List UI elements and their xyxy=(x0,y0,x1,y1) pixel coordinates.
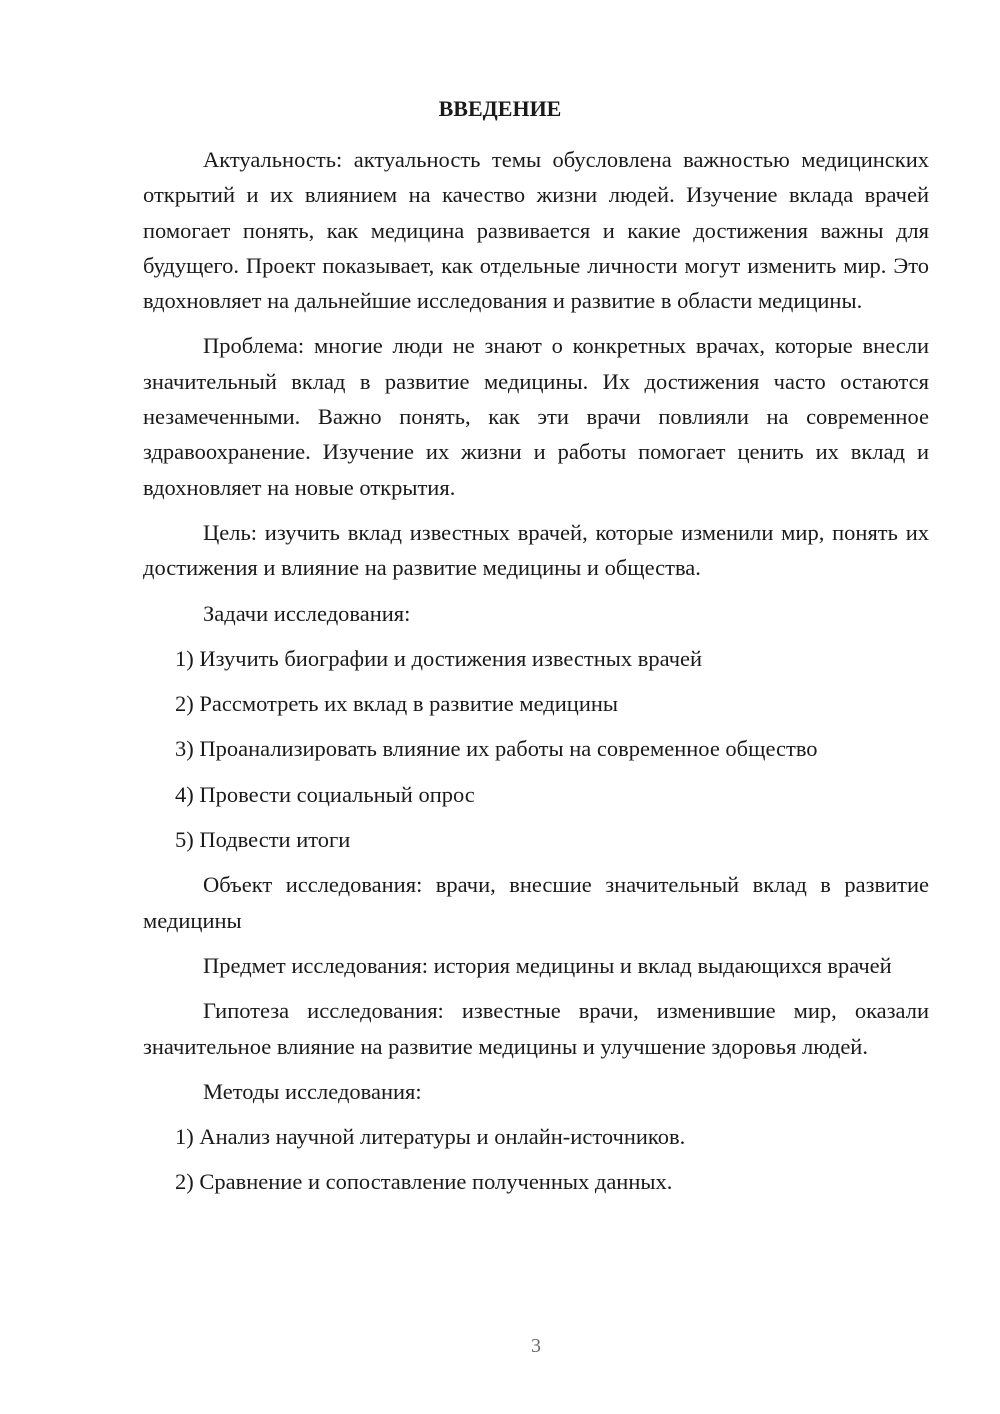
paragraph-subject: Предмет исследования: история медицины и вклад выдающихся врачей xyxy=(203,952,892,978)
task-item-2: 2) Рассмотреть их вклад в развитие медицины xyxy=(175,691,619,717)
task-item-1: 1) Изучить биографии и достижения известных врачей xyxy=(175,645,703,671)
paragraph-problem: Проблема: многие люди не знают о конкретных врачах, которые внесли значительный вклад в развитие медицины. Их достижения часто остаются незамеченными. Важно понять, как эти врачи повлияли на современное здравоохранение. Изучение их жизни и работы помогает ценить их вклад и вдохновляет на новые открытия. xyxy=(143,333,929,500)
tasks-heading: Задачи исследования: xyxy=(203,600,411,626)
methods-heading: Методы исследования: xyxy=(203,1078,422,1104)
method-item-2: 2) Сравнение и сопоставление полученных данных. xyxy=(175,1169,673,1195)
task-item-3: 3) Проанализировать влияние их работы на современное общество xyxy=(175,736,818,762)
paragraph-goal: Цель: изучить вклад известных врачей, которые изменили мир, понять их достижения и влияние на развитие медицины и общества. xyxy=(143,519,929,581)
page-title: ВВЕДЕНИЕ xyxy=(438,96,562,121)
task-item-5: 5) Подвести итоги xyxy=(175,827,351,853)
task-item-4: 4) Провести социальный опрос xyxy=(175,781,475,807)
paragraph-hypothesis: Гипотеза исследования: известные врачи, изменившие мир, оказали значительное влияние на развитие медицины и улучшение здоровья людей. xyxy=(143,998,929,1059)
paragraph-object: Объект исследования: врачи, внесшие значительный вклад в развитие медицины xyxy=(143,872,929,933)
document-body xyxy=(143,142,929,1210)
page-number: 3 xyxy=(531,1335,541,1357)
method-item-1: 1) Анализ научной литературы и онлайн-источников. xyxy=(175,1124,686,1150)
paragraph-relevance: Актуальность: актуальность темы обусловлена важностью медицинских открытий и их влиянием на качество жизни людей. Изучение вклада врачей помогает понять, как медицина развивается и какие достижения важны для будущего. Проект показывает, как отдельные личности могут изменить мир. Это вдохновляет на дальнейшие исследования и развитие в области медицины. xyxy=(143,147,929,314)
